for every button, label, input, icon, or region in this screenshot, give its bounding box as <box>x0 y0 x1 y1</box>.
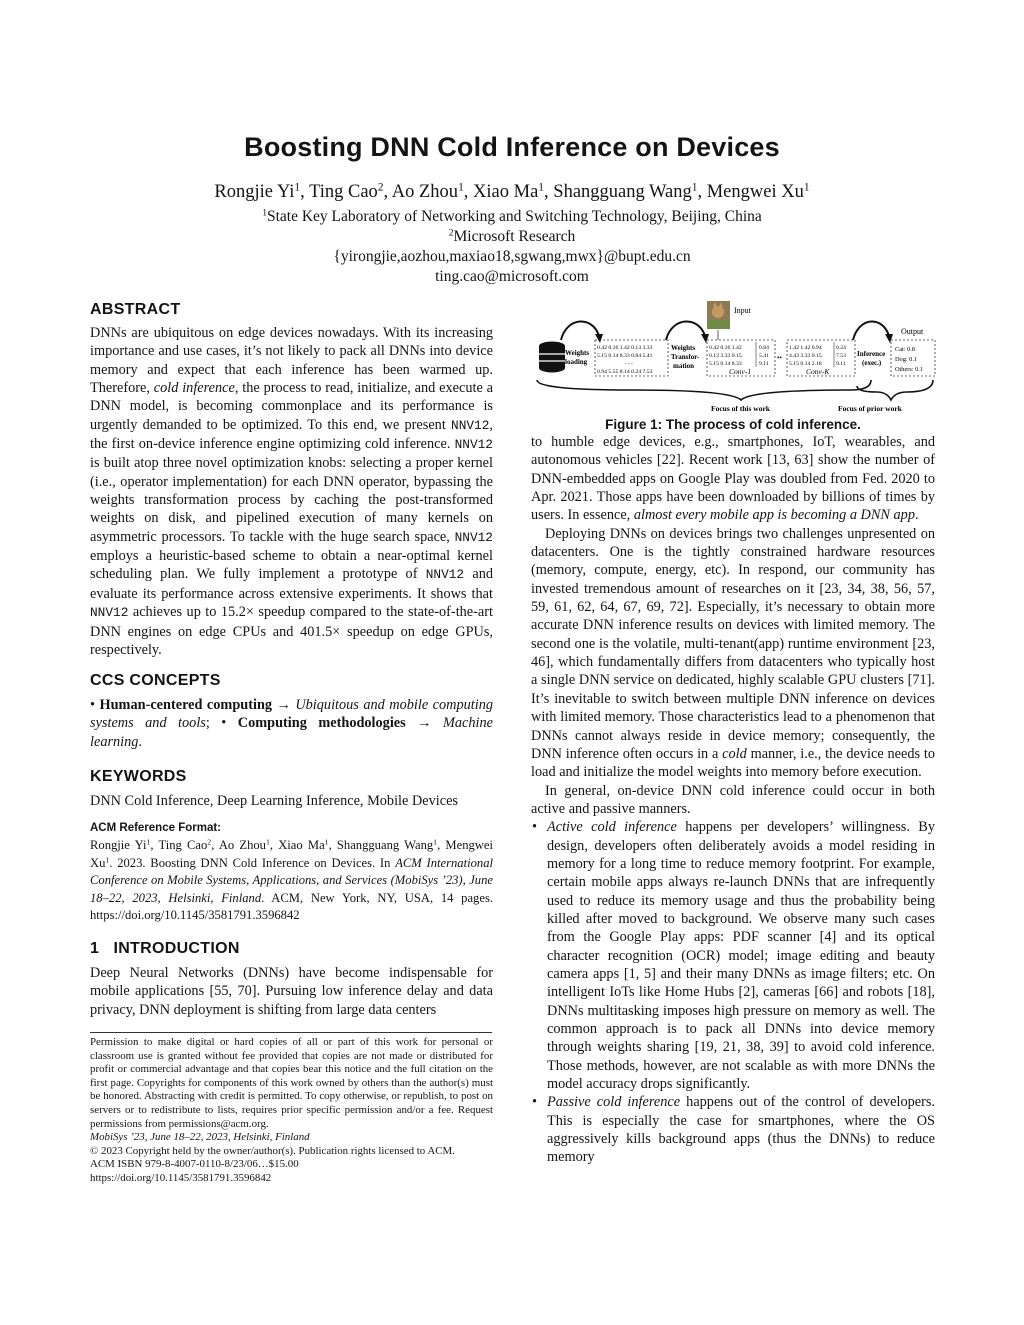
input-label: Input <box>734 306 751 315</box>
weights-transformation-label: Weights Transfor-mation <box>671 344 700 370</box>
arrowhead-icon <box>885 334 893 343</box>
acm-reference-body: Rongjie Yi$^1$, Ting Cao$^2$, Ao Zhou$^1$, Xiao Ma$^1$, Shangguang Wang$^1$, Mengwei Xu$^1$. 2023. Boosting DNN Cold Inference on Devices. In ACM International Conference on Mobile Systems, Applications, and Services (MobiSys ’23), June 18–22, 2023, Helsinki, Finland. ACM, New York, NY, USA, 14 pages. https://doi.org/10.1145/3581791.3596842 <box>90 837 493 922</box>
focus-this-work-label: Focus of this work <box>711 404 770 413</box>
footnote-rule <box>90 1032 492 1033</box>
ellipsis-dots: •• <box>777 354 782 362</box>
conv-k-bias: 0.24 7.53 9.11 <box>836 345 846 367</box>
figure-cold-inference-diagram <box>531 298 941 416</box>
brace-prior-work <box>857 380 933 400</box>
list-item: • Active cold inference happens per developers’ willingness. By design, developers often deliberately avoids a model residing in memory for a long time to reduce memory footprint. For example, certain mobile apps always re-launch DNNs that are infrequently used to reduce its memory usage and thus the probability being killed after moved to background. We observe many such cases from the Google Play apps: PDF scanner [4] and its optical character recognition (OCR) model; image editing and beauty camera apps [1, 5] and their many DNNs as image filters; etc. On intelligent IoTs like Home Hubs [2], cameras [66] and robots [18], DNNs multitasking imposes high pressure on memory as well. The common approach is to pack all DNNs into device memory through weights sharing [19, 21, 38, 39] to avoid cold inference. Those methods, however, are not scalable as with more DNNs the model accuracy drops significantly. <box>532 819 935 1093</box>
author: Rongjie Yi$^1$, <box>214 181 310 202</box>
database-icon <box>539 342 565 373</box>
arrowhead-icon <box>701 334 709 343</box>
acm-reference-heading: ACM Reference Format: <box>90 822 221 834</box>
focus-prior-work-label: Focus of prior work <box>838 404 902 413</box>
email-2: ting.cao@microsoft.com <box>435 268 589 285</box>
author: Shangguang Wang$^1$, <box>553 181 707 202</box>
list-item: • Passive cold inference happens out of the control of developers. This is especially the case for smartphones, where the OS aggressively kills background apps (thus the DNNs) to reduce memory <box>532 1094 936 1166</box>
ccs-heading: CCS CONCEPTS <box>90 672 221 689</box>
weights-loading-label: Weights loading <box>565 349 590 366</box>
weights-matrix-values: 0.42 0.16 1.42 0.13 3.33 5.15 0.14 8.33 0.84 5.41 ...... 0.94 5.55 8.14 0.24 7.53 <box>597 345 653 375</box>
email-1: {yirongjie,aozhou,maxiao18,sgwang,mwx}@bupt.edu.cn <box>333 248 691 265</box>
intro-heading: 1 INTRODUCTION <box>90 940 240 957</box>
intro-paragraph: Deep Neural Networks (DNNs) have become indispensable for mobile applications [55, 70]. Pursuing low inference delay and data privacy, DNN deployment is shifting from large data centers <box>90 965 493 1018</box>
figure-caption: Figure 1: The process of cold inference. <box>605 417 861 432</box>
author: Mengwei Xu$^1$ <box>706 181 810 202</box>
right-column-body <box>531 433 935 1167</box>
abstract-heading: ABSTRACT <box>90 301 181 318</box>
output-values: Cat: 0.8 Dog: 0.1 Others: 0.1 <box>895 346 923 373</box>
author-list <box>0 182 1024 203</box>
conv-k-label: Conv-K <box>806 367 830 376</box>
arrow-icon <box>561 321 599 340</box>
paragraph: Deploying DNNs on devices brings two challenges unpresented on datacenters. One is the tightly constrained hardware resources (memory, compute, energy, etc). In respond, our community has invested tremendous amount of researches on it [23, 34, 38, 56, 57, 59, 61, 62, 64, 67, 69, 72]. Especially, it’s necessary to obtain more accurate DNN inference results on devices with limited memory. The second one is the volatile, multi-tenant(app) runtime environment [23, 46], which fundamentally differs from datacenters who typically host a single DNN service on dedicated, highly scalable GPU clusters [71]. It’s inevitable to switch between multiple DNN inference on devices with limited memory. Those characteristics lead to a phenomenon that DNNs cannot always reside in device memory; consequently, the DNN inference often occurs in a cold manner, i.e., the device needs to load and initialize the model weights into memory before execution. <box>531 525 935 781</box>
arrow-icon <box>666 321 705 340</box>
affiliation-1: $^1$State Key Laboratory of Networking and Switching Technology, Beijing, China <box>262 207 762 225</box>
brace-this-work <box>537 380 871 400</box>
affiliation-2: $^2$Microsoft Research <box>448 227 576 245</box>
keywords-heading: KEYWORDS <box>90 768 187 785</box>
conv-1-bias: 0.84 5.41 9.11 <box>759 345 769 367</box>
author: Ting Cao$^2$, <box>309 181 392 202</box>
paragraph: to humble edge devices, e.g., smartphones, IoT, wearables, and autonomous vehicles [22]. Recent work [13, 63] show the number of DNN-embedded apps on Google Play was doubled from Fed. 2020 to Apr. 2021. Those apps have been downloaded by billions of times by users. In essence, almost every mobile app is becoming a DNN app. <box>531 434 935 524</box>
copyright-footnote: Permission to make digital or hard copies of all or part of this work for personal or classroom use is granted without fee provided that copies are not made or distributed for profit or commercial advantage and that copies bear this notice and the full citation on the first page. Copyrights for components of this work owned by others than the author(s) must be honored. Abstracting with credit is permitted. To copy otherwise, or republish, to post on servers or to redistribute to lists, requires prior specific permission and/or a fee. Request permissions from permissions@acm.org. MobiSys ’23, June 18–22, 2023, Helsinki, Finland © 2023 Copyright held by the owner/author(s). Publication rights licensed to ACM. ACM ISBN 979-8-4007-0110-8/23/06…$15.00 https://doi.org/10.1145/3581791.3596842 <box>90 1036 493 1184</box>
conv-1-label: Conv-1 <box>729 367 752 376</box>
abstract-body: DNNs are ubiquitous on edge devices nowadays. With its increasing importance and use cases, it’s not likely to pack all DNNs into device memory and expect that each inference has been warmed up. Therefore, cold inference, the process to read, initialize, and execute a DNN model, is becoming commonplace and its performance is urgently demanded to be optimized. To this end, we present NNV12, the first on-device inference engine optimizing cold inference. NNV12 is built atop three novel optimization knobs: selecting a proper kernel (i.e., operator implementation) for each DNN operator, bypassing the weights transformation process by caching the post-transformed weights on disk, and pipelined execution of many kernels on asymmetric processors. To tackle with the huge search space, NNV12 employs a heuristic-based scheme to obtain a near-optimal kernel scheduling plan. We fully implement a prototype of NNV12 and evaluate its performance across extensive experiments. It shows that NNV12 achieves up to 15.2× speedup compared to the state-of-the-art DNN engines on edge CPUs and 401.5× speedup on edge GPUs, respectively. <box>90 325 494 658</box>
arrow-icon <box>853 321 889 340</box>
arrowhead-icon <box>595 334 603 343</box>
inference-label: Inference (exec.) <box>857 350 886 367</box>
paragraph: In general, on-device DNN cold inference could occur in both active and passive manners. <box>531 782 935 817</box>
author: Xiao Ma$^1$, <box>473 181 554 202</box>
paper-title: Boosting DNN Cold Inference on Devices <box>244 132 780 162</box>
output-label: Output <box>901 327 924 336</box>
conv-k-values: 1.42 1.42 0.94 4.43 3.33 0.15 5.15 0.14 2.18 <box>789 345 822 367</box>
author: Ao Zhou$^1$, <box>391 181 474 202</box>
conv-1-values: 0.42 0.16 1.42 0.13 3.33 0.15 5.15 0.14 8.33 <box>709 345 742 367</box>
keywords-body: DNN Cold Inference, Deep Learning Inference, Mobile Devices <box>90 793 458 809</box>
ccs-body: • Human-centered computing → Ubiquitous and mobile computing systems and tools; • Computing methodologies → Machine learning. <box>90 697 493 750</box>
